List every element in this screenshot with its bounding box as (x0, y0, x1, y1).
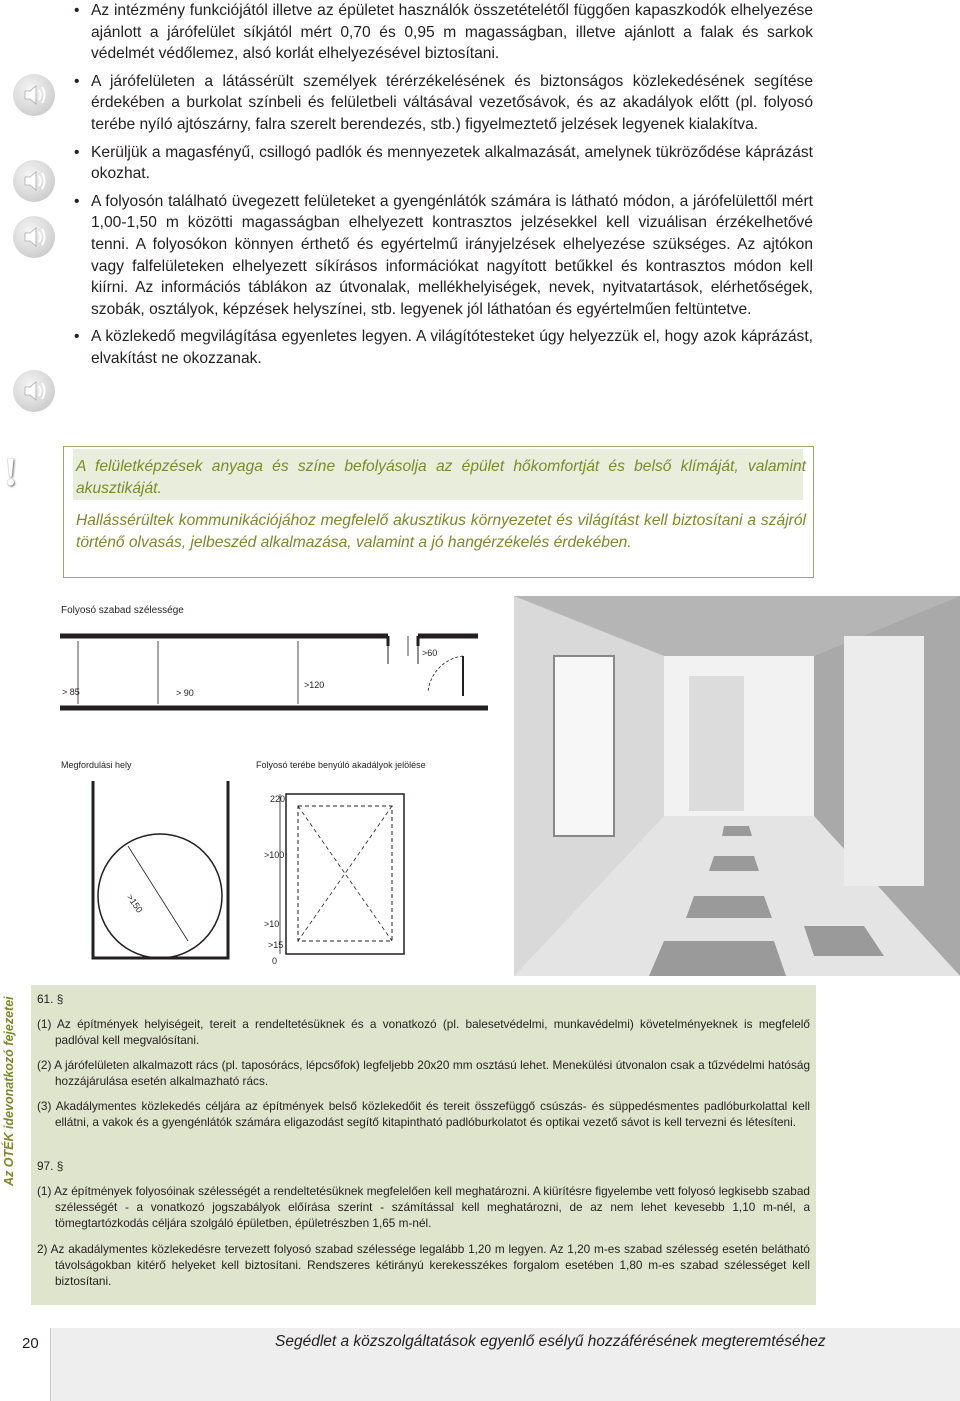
bullet-dot: • (74, 328, 80, 346)
bullet-item (73, 71, 813, 136)
speaker-icon (13, 370, 55, 412)
figure-title: Folyosó terébe benyúló akadályok jelölése (256, 760, 426, 770)
dim-220: 220 (270, 794, 286, 804)
section-61 (37, 991, 810, 1007)
section-sign: § (56, 992, 64, 1006)
corridor-plan (60, 636, 488, 708)
bullet-dot: • (74, 72, 80, 90)
figure-title: Megfordulási hely (61, 760, 132, 770)
footer-title: Segédlet a közszolgáltatások egyenlő esélyű hozzáférésének megteremtéséhez (275, 1333, 826, 1350)
turning-circle-plan (93, 781, 228, 958)
legal-paragraph: (3) Akadálymentes közlekedés céljára az építmények belső közlekedőit és tereit összefüggő csúszás- és süppedésmentes padlóburkolattal kell ellátni, a vakok és a gyengénlátók számára eligazodást segítő kitapintható padlóburkolatot és optikai vezető sávot is kell tervezni és létesíteni. (37, 1099, 810, 1129)
bullet-text: A közlekedő megvilágítása egyenletes legyen. A világítótesteket úgy helyezzük el, hogy azok káprázást, elvakítást ne okozzanak. (91, 328, 813, 367)
dim-0: 0 (272, 956, 278, 966)
dim-10: >10 (264, 919, 280, 929)
bullet-dot: • (74, 143, 80, 161)
bullet-item (73, 326, 813, 369)
dim-120: >120 (304, 680, 325, 690)
page-number: 20 (22, 1335, 39, 1352)
bullet-list (73, 0, 813, 376)
bullet-item (73, 191, 813, 321)
section-number: 97. (37, 1159, 54, 1173)
section-sign: § (56, 1159, 64, 1173)
corridor-drawings (58, 596, 512, 974)
dim-15: >15 (268, 940, 284, 950)
speaker-icon (13, 160, 55, 202)
section-97 (37, 1158, 810, 1174)
note-box (63, 446, 814, 578)
note-text-2: Hallássérültek kommunikációjához megfelelő akusztikus környezetet és világítást kell biztosítani a szájról történő olvasás, jelbeszéd alkalmazása, valamint a jó hangérzékelés érdekében. (76, 512, 806, 551)
section-number: 61. (37, 992, 54, 1006)
dim-60: >60 (422, 648, 438, 658)
bullet-dot: • (74, 192, 80, 210)
legal-box (31, 985, 816, 1305)
exclamation-icon: ! (4, 449, 18, 494)
speaker-icon (13, 74, 55, 116)
dim-85: > 85 (62, 687, 80, 697)
obstacle-plan (280, 794, 404, 954)
dim-100: >100 (264, 850, 285, 860)
legal-paragraph: 2) Az akadálymentes közlekedésre tervezett folyosó szabad szélessége legalább 1,20 m legyen. Az 1,20 m-es szabad szélesség esetén belátható távolságokban kitérő helyeket kell biztosítani. Rendszeres kétirányú kerekesszékes forgalom esetében 1,80 m-es szabad szélességet kell biztosítani. (37, 1242, 810, 1288)
corridor-photo-image (514, 596, 960, 976)
bullet-dot: • (74, 2, 80, 19)
side-caption: Az OTÉK idevonatkozó fejezetei (2, 996, 16, 1186)
footer-divider (50, 1328, 51, 1401)
bullet-text: Kerüljük a magasfényű, csillogó padlók és mennyezetek alkalmazását, amelynek tükröződése káprázást okozhat. (91, 143, 813, 183)
bullet-text: Az intézmény funkciójától illetve az épületet használók összetételétől függően kapaszkodók elhelyezése ajánlott a járófelület síkjától mért 0,70 és 0,95 m magasságban, illetve ajánlott a falak és sarkok védelmét védőlemez, alsó korlát elhelyezésével biztosítani. (91, 2, 813, 63)
bullet-text: A járófelületen a látássérült személyek térérzékelésének és biztonságos közlekedésének segítése érdekében a burkolat színbeli és felületbeli váltásával vezetősávok, és az akadályok előtt (pl. folyosó terébe nyíló ajtószárny, falra szerelt berendezés, stb.) figyelmeztető jelzések legyenek kialakítva. (91, 72, 813, 133)
dim-90: > 90 (176, 688, 194, 698)
corridor-photo (514, 596, 960, 976)
bullet-text: A folyosón található üvegezett felületeket a gyengénlátók számára is látható módon, a járófelülettől mért 1,00-1,50 m közötti magasságban elhelyezett kontrasztos jelzésekkel kell vizuálisan érzékelhetővé tenni. A folyosókon könnyen érthető és egyértelmű irányjelzések elhelyezése szükséges. Az ajtókon vagy falfelületeken elhelyezett síkírásos információkat nagyított betűkkel és kontrasztos módon kell kiírni. Az információs táblákon az útvonalak, mellékhelyiségek, nevek, nyitvatartások, elérhetőségek, szobák, osztályok, képzések helyszínei, stb. legyenek jól láthatóan és egyértelműen feltüntetve. (91, 192, 813, 318)
legal-paragraph: (2) A járófelületen alkalmazott rács (pl. taposórács, lépcsőfok) legfeljebb 20x20 mm osztású lehet. Menekülési útvonalon csak a tűzvédelmi hatóság hozzájárulása esetén alkalmazható rács. (37, 1058, 810, 1088)
dim-150: >150 (124, 892, 145, 915)
speaker-icon (13, 216, 55, 258)
legal-paragraph: (1) Az építmények helyiségeit, tereit a rendeltetésüknek és a vonatkozó (pl. balesetvédelmi, munkavédelmi) követelményeknek is megfelelő padlóval kell megvalósítani. (37, 1017, 810, 1047)
note-text-1: A felületképzések anyaga és színe befolyásolja az épület hőkomfortját és belső klímáját, valamint akusztikáját. (76, 458, 806, 497)
bullet-item (73, 0, 813, 65)
bullet-item (73, 142, 813, 185)
legal-paragraph: (1) Az építmények folyosóinak szélességét a rendeltetésüknek megfelelően kell meghatározni. A kiürítésre figyelembe vett folyosó legkisebb szabad szélességét - a vonatkozó jogszabályok előírása szerint - számítással kell meghatározni, de az nem lehet kevesebb 1,10 m-nél, a tömegtartózkodás céljára szolgáló épületben, épületrészben 1,65 m-nél. (37, 1184, 810, 1230)
figure-title: Folyosó szabad szélessége (61, 605, 184, 616)
